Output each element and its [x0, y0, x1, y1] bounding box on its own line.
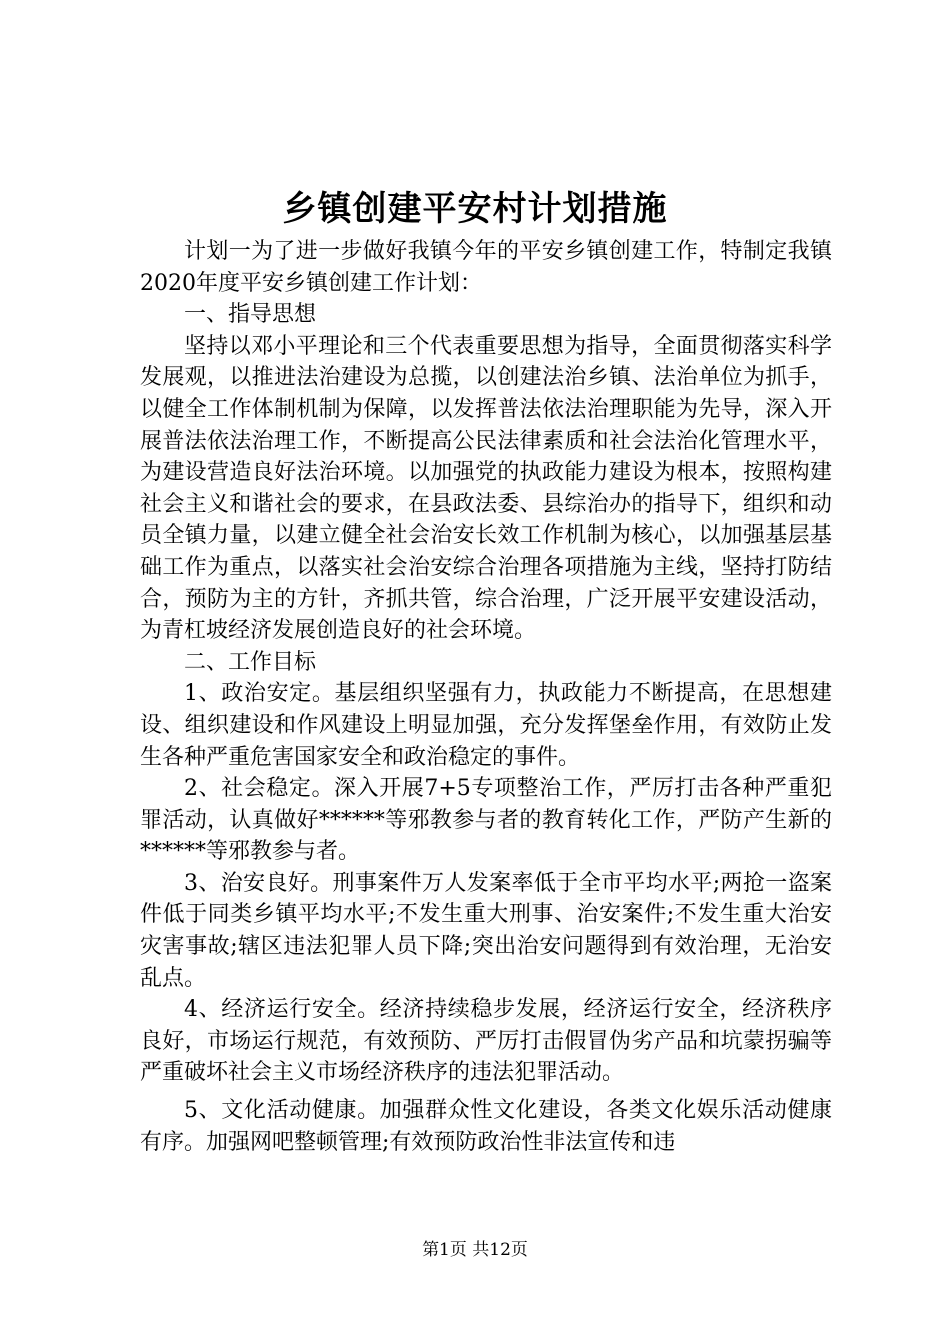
- paragraph-goal-1: 1、政治安定。基层组织坚强有力，执政能力不断提高，在思想建设、组织建设和作风建设上明显加强，充分发挥堡垒作用，有效防止发生各种严重危害国家安全和政治稳定的事件。: [140, 681, 832, 770]
- paragraph-guiding-thought: 坚持以邓小平理论和三个代表重要思想为指导，全面贯彻落实科学发展观，以推进法治建设为总揽，以创建法治乡镇、法治单位为抓手，以健全工作体制机制为保障，以发挥普法依法治理职能为先导，深入开展普法依法治理工作，不断提高公民法律素质和社会法治化管理水平，为建设营造良好法治环境。以加强党的执政能力建设为根本，按照构建社会主义和谐社会的要求，在县政法委、县综治办的指导下，组织和动员全镇力量，以建立健全社会治安长效工作机制为核心，以加强基层基础工作为重点，以落实社会治安综合治理各项措施为主线，坚持打防结合，预防为主的方针，齐抓共管，综合治理，广泛开展平安建设活动，为青杠坡经济发展创造良好的社会环境。: [140, 333, 832, 644]
- paragraph-goal-4: 4、经济运行安全。经济持续稳步发展，经济运行安全，经济秩序良好，市场运行规范，有效预防、严厉打击假冒伪劣产品和坑蒙拐骗等严重破坏社会主义市场经济秩序的违法犯罪活动。: [140, 997, 832, 1086]
- heading-guiding-thought: 一、指导思想: [184, 302, 317, 328]
- document-body: [140, 236, 832, 1158]
- paragraph-goal-5: 5、文化活动健康。加强群众性文化建设，各类文化娱乐活动健康有序。加强网吧整顿管理;有效预防政治性非法宣传和违: [140, 1098, 832, 1155]
- paragraph-goal-2: 2、社会稳定。深入开展7+5专项整治工作，严厉打击各种严重犯罪活动，认真做好******等邪教参与者的教育转化工作，严防产生新的******等邪教参与者。: [140, 776, 832, 865]
- paragraph-intro: 计划一为了进一步做好我镇今年的平安乡镇创建工作，特制定我镇2020年度平安乡镇创建工作计划：: [140, 239, 832, 296]
- paragraph-goal-3: 3、治安良好。刑事案件万人发案率低于全市平均水平;两抢一盗案件低于同类乡镇平均水平;不发生重大刑事、治安案件;不发生重大治安灾害事故;辖区违法犯罪人员下降;突出治安问题得到有效治理，无治安乱点。: [140, 870, 832, 991]
- page-title: 乡镇创建平安村计划措施: [282, 189, 668, 229]
- heading-work-goals: 二、工作目标: [184, 649, 317, 675]
- page-footer: 第1页 共12页: [422, 1240, 528, 1260]
